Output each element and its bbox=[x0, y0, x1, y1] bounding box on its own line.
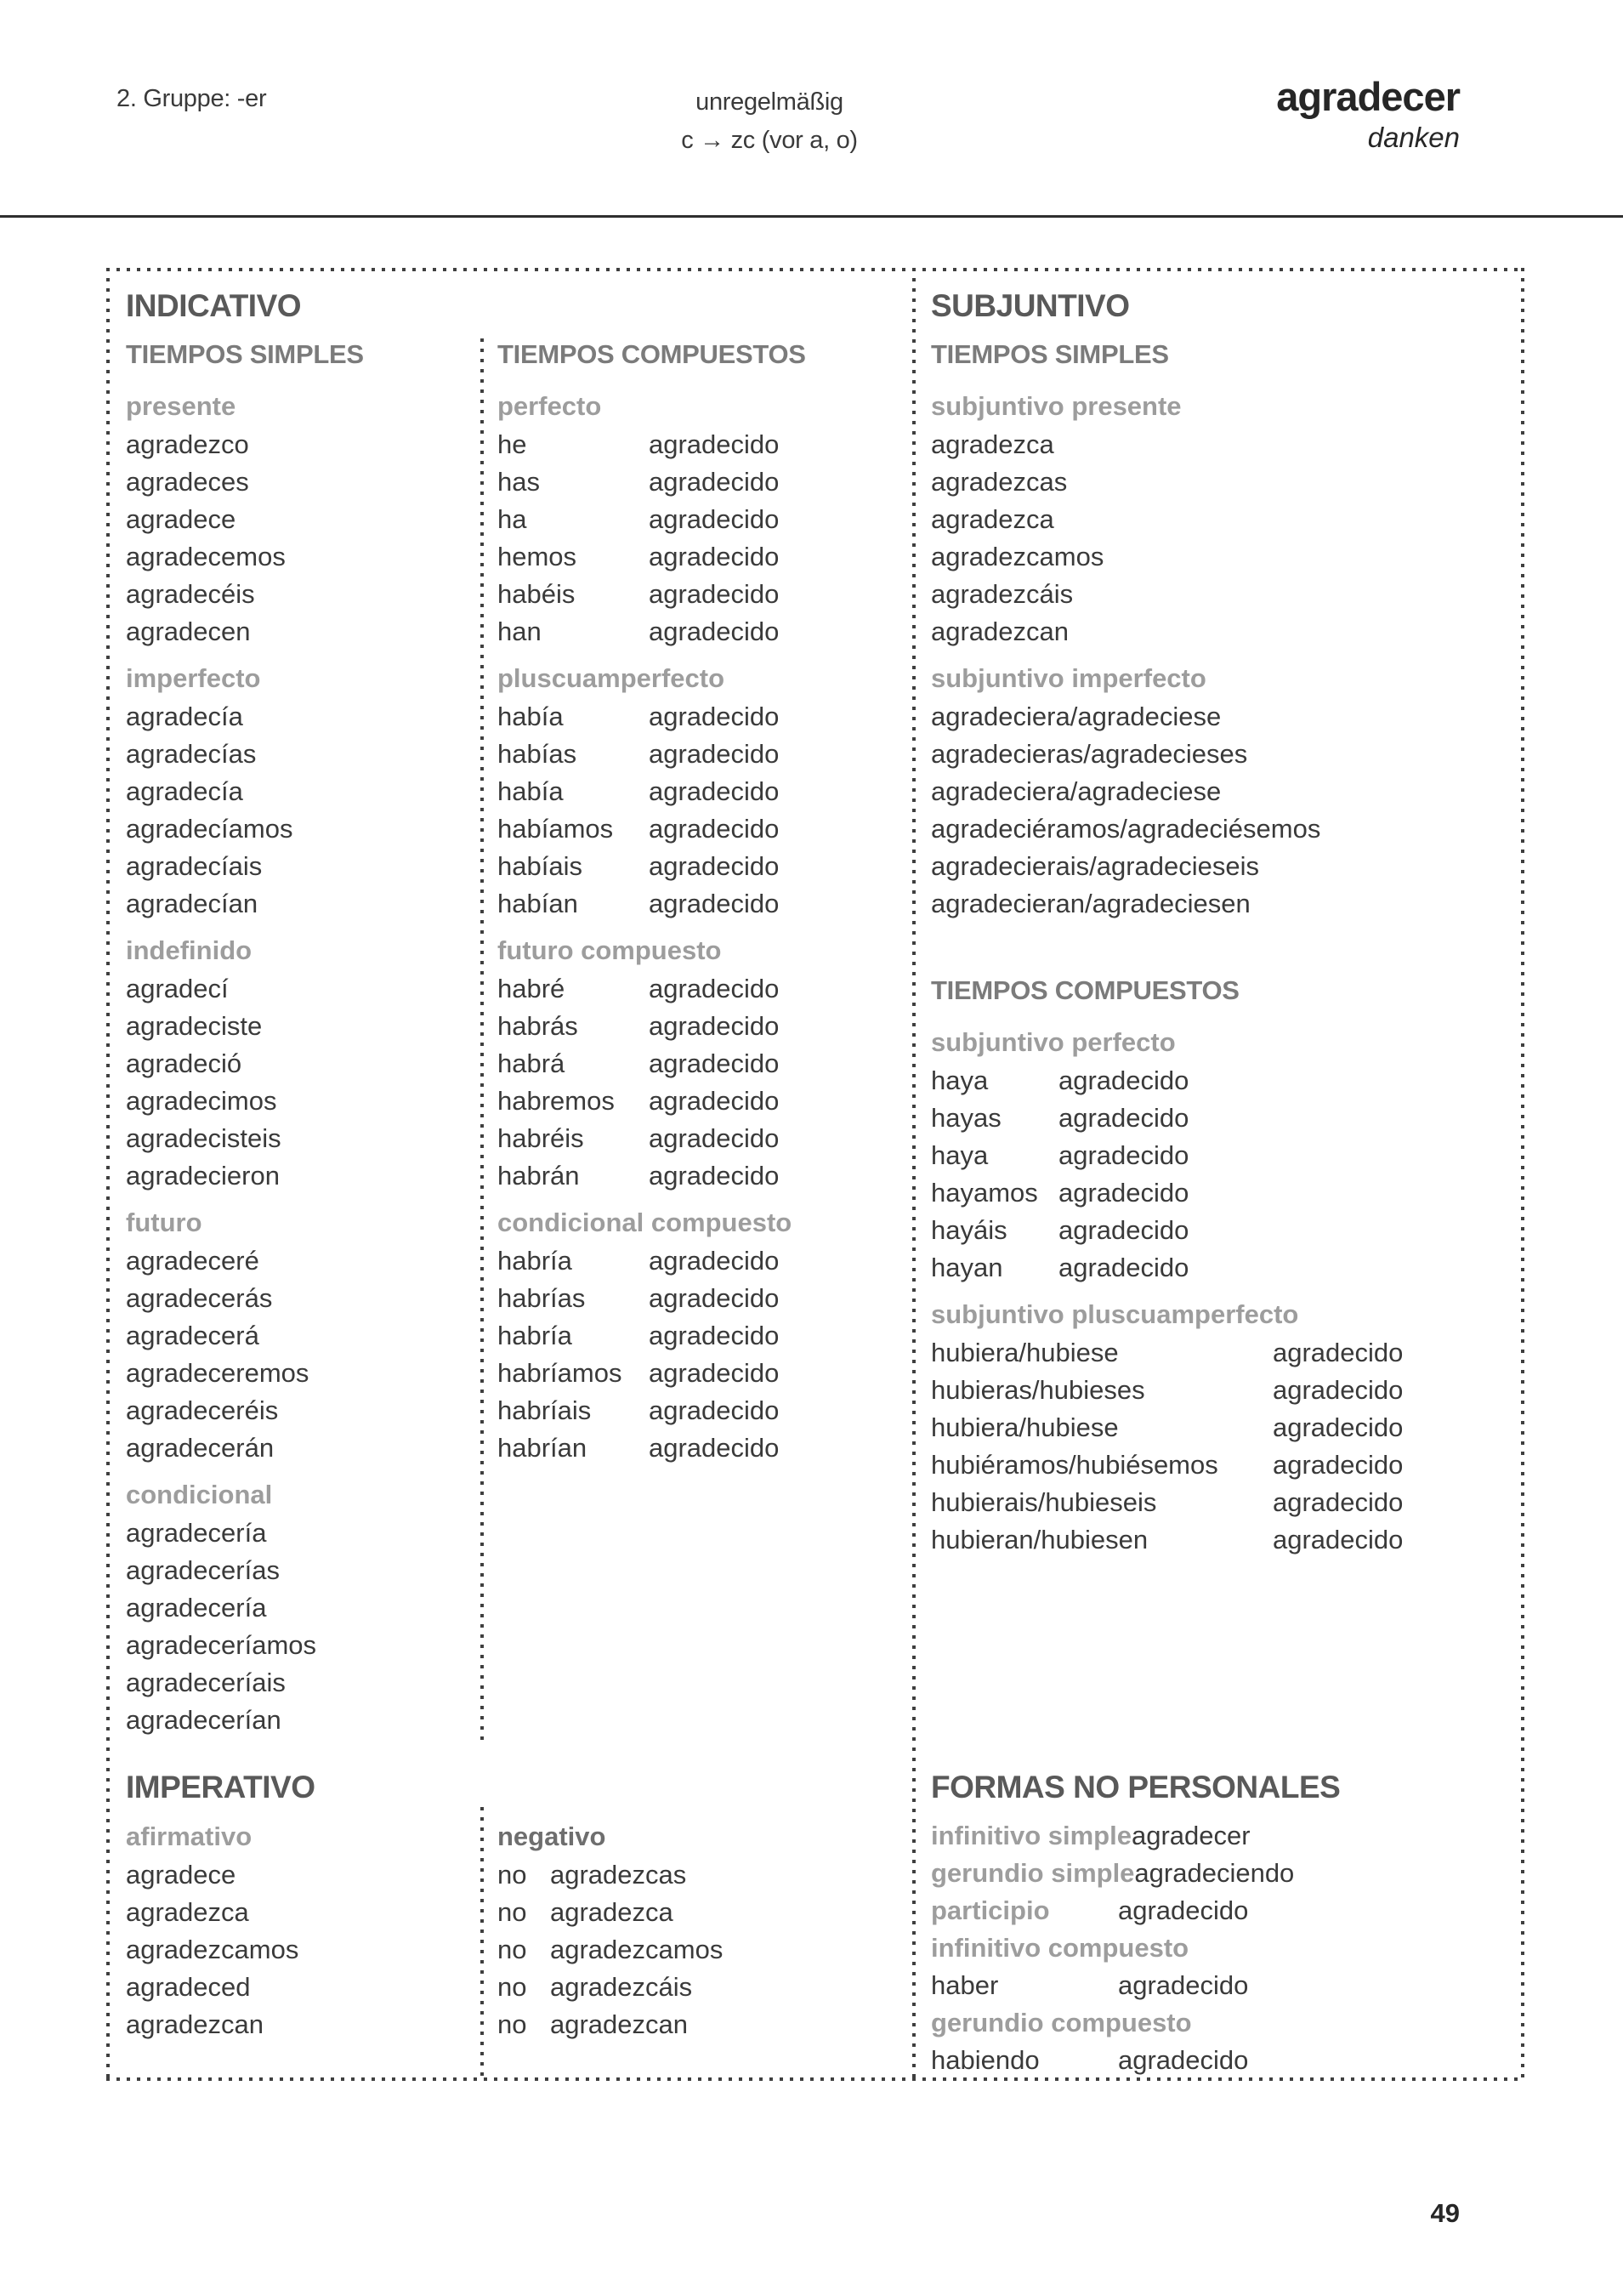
verb-form bbox=[497, 1355, 907, 1392]
participle-form: agradecido bbox=[1058, 1215, 1189, 1245]
auxiliary-form: has bbox=[497, 467, 540, 497]
participle-form: agradecido bbox=[649, 1086, 780, 1116]
participle-form: agradecido bbox=[649, 1395, 780, 1425]
verb-form: agradecerían bbox=[126, 1705, 281, 1735]
divider-col1-col2 bbox=[480, 338, 484, 1746]
verb-title: agradecer bbox=[1276, 74, 1460, 119]
verb-form: agradecerás bbox=[126, 1283, 273, 1313]
verb-form: agradeced bbox=[126, 1972, 251, 2002]
auxiliary-form: han bbox=[497, 617, 542, 646]
verb-form-text: agradezcáis bbox=[550, 1972, 693, 2002]
verb-form bbox=[497, 1894, 907, 1931]
verb-form bbox=[497, 1429, 907, 1467]
table-border-right bbox=[1521, 268, 1524, 2081]
tense-label-subjuntivo-pluscuamperfecto: subjuntivo pluscuamperfecto bbox=[931, 1299, 1299, 1329]
subjuntivo-heading: SUBJUNTIVO bbox=[931, 288, 1130, 323]
participle-form: agradecido bbox=[1273, 1338, 1404, 1367]
header-divider bbox=[0, 215, 1623, 218]
verb-form bbox=[497, 848, 907, 885]
auxiliary-form: habrían bbox=[497, 1433, 587, 1463]
verb-form bbox=[931, 1062, 1519, 1100]
indicativo-simple-column bbox=[126, 281, 476, 1739]
tense-label-indefinido: indefinido bbox=[126, 935, 253, 965]
tense-label-futuro-compuesto: futuro compuesto bbox=[497, 935, 722, 965]
verb-form-text: agradecer bbox=[1131, 1821, 1251, 1850]
auxiliary-form: había bbox=[497, 776, 564, 806]
tense-label-imperfecto: imperfecto bbox=[126, 663, 261, 693]
verb-form: agradezca bbox=[126, 1897, 249, 1927]
group-label: 2. Gruppe: -er bbox=[116, 85, 267, 112]
auxiliary-form: ha bbox=[497, 504, 527, 534]
verb-form bbox=[931, 1446, 1519, 1484]
spacer bbox=[497, 1763, 907, 1812]
verb-form: agradecieras/agradecieses bbox=[931, 739, 1248, 769]
verb-form: agradeces bbox=[126, 467, 249, 497]
page-number: 49 bbox=[1430, 2198, 1460, 2228]
auxiliary-form: habrías bbox=[497, 1283, 586, 1313]
verb-form: agradece bbox=[126, 1860, 236, 1890]
participle-form: agradecido bbox=[649, 739, 780, 769]
verb-form-text: agradezcamos bbox=[550, 1935, 724, 1964]
verb-form: agradecía bbox=[126, 702, 243, 731]
verb-form: agradece bbox=[126, 504, 236, 534]
auxiliary-form: hubiera/hubiese bbox=[931, 1412, 1119, 1442]
divider-afirmativo-negativo bbox=[480, 1807, 484, 2081]
negation-particle: no bbox=[497, 2009, 527, 2039]
participle-form: agradecido bbox=[649, 1283, 780, 1313]
table-divider-horizontal bbox=[106, 268, 1524, 271]
participle-form: agradecido bbox=[649, 889, 780, 918]
verb-form: agradecen bbox=[126, 617, 251, 646]
verb-form: agradeceré bbox=[126, 1246, 259, 1276]
irregularity-line1: unregelmäßig bbox=[695, 88, 843, 116]
verb-form: agradecías bbox=[126, 739, 257, 769]
auxiliary-form: hayamos bbox=[931, 1178, 1038, 1208]
negation-particle: no bbox=[497, 1972, 527, 2002]
indicativo-simple-tense-list bbox=[126, 387, 476, 1739]
imperativo-afirmativo-column bbox=[126, 1763, 476, 2043]
verb-title-block bbox=[1276, 75, 1460, 156]
verb-form: agradeciste bbox=[126, 1011, 263, 1041]
form-type-label-infinitivo-simple: infinitivo simple bbox=[931, 1821, 1132, 1850]
verb-form bbox=[931, 1174, 1519, 1212]
negation-particle: no bbox=[497, 1935, 527, 1964]
auxiliary-form: habiendo bbox=[931, 2045, 1040, 2075]
indicativo-block-futuro-compuesto bbox=[497, 931, 907, 1195]
negation-particle: no bbox=[497, 1897, 527, 1927]
verb-form: agradeciéramos/agradeciésemos bbox=[931, 814, 1321, 844]
tense-label-condicional-compuesto: condicional compuesto bbox=[497, 1208, 792, 1237]
imperativo-negativo-list bbox=[497, 1856, 907, 2043]
verb-form: agradecería bbox=[126, 1518, 267, 1548]
indicativo-block-condicional bbox=[126, 1475, 476, 1739]
irregularity-line2: c → zc (vor a, o) bbox=[681, 127, 858, 154]
verb-form: agradecéis bbox=[126, 579, 255, 609]
verb-form: agradecisteis bbox=[126, 1123, 281, 1153]
verb-form bbox=[497, 576, 907, 613]
verb-form: agradecierais/agradecieseis bbox=[931, 851, 1260, 881]
verb-form bbox=[497, 970, 907, 1008]
auxiliary-form: haya bbox=[931, 1066, 989, 1095]
verb-form-text: agradecido bbox=[1118, 1895, 1249, 1925]
participle-form: agradecido bbox=[1273, 1525, 1404, 1554]
verb-form: agradecimos bbox=[126, 1086, 277, 1116]
participle-form: agradecido bbox=[1058, 1140, 1189, 1170]
verb-form bbox=[931, 1409, 1519, 1446]
participle-form: agradecido bbox=[649, 974, 780, 1003]
verb-form bbox=[497, 1045, 907, 1083]
verb-form bbox=[497, 1392, 907, 1429]
verb-form: agradezcamos bbox=[931, 542, 1104, 571]
subjuntivo-column bbox=[931, 281, 1519, 1559]
participle-form: agradecido bbox=[1058, 1066, 1189, 1095]
verb-form bbox=[497, 2006, 907, 2043]
participle-form: agradecido bbox=[1273, 1450, 1404, 1480]
verb-form-text: agradezcan bbox=[550, 2009, 689, 2039]
form-type-label-infinitivo-compuesto: infinitivo compuesto bbox=[931, 1933, 1189, 1963]
participle-form: agradecido bbox=[649, 851, 780, 881]
tense-label-futuro: futuro bbox=[126, 1208, 202, 1237]
participle-form: agradecido bbox=[649, 542, 780, 571]
participle-form: agradecido bbox=[649, 1433, 780, 1463]
verb-form: agradecí bbox=[126, 974, 229, 1003]
verb-form-text: agradeciendo bbox=[1134, 1858, 1295, 1888]
participle-form: agradecido bbox=[649, 776, 780, 806]
verb-form bbox=[931, 1484, 1519, 1521]
auxiliary-form: habríamos bbox=[497, 1358, 622, 1388]
subjuntivo-block-subjuntivo-pluscuamperfecto bbox=[931, 1295, 1519, 1559]
non-personal-form-row bbox=[931, 1929, 1519, 1967]
auxiliary-form: habría bbox=[497, 1246, 572, 1276]
auxiliary-form: habían bbox=[497, 889, 578, 918]
verb-form: agradezcas bbox=[931, 467, 1068, 497]
subjuntivo-simple-tense-list bbox=[931, 387, 1519, 923]
spacer bbox=[497, 281, 907, 331]
auxiliary-form: habéis bbox=[497, 579, 576, 609]
form-type-label-gerundio-compuesto: gerundio compuesto bbox=[931, 2008, 1192, 2037]
verb-form bbox=[931, 1372, 1519, 1409]
verb-form-text: agradezcas bbox=[550, 1860, 687, 1890]
verb-form: agradeceremos bbox=[126, 1358, 309, 1388]
verb-form-text: agradezca bbox=[550, 1897, 673, 1927]
auxiliary-form: hubiera/hubiese bbox=[931, 1338, 1119, 1367]
verb-form bbox=[497, 1856, 907, 1894]
auxiliary-form: hayan bbox=[931, 1253, 1003, 1282]
auxiliary-form: había bbox=[497, 702, 564, 731]
verb-form: agradecía bbox=[126, 776, 243, 806]
auxiliary-form: hubiéramos/hubiésemos bbox=[931, 1450, 1218, 1480]
non-personal-form-row bbox=[931, 2004, 1519, 2042]
tense-label-condicional: condicional bbox=[126, 1480, 273, 1509]
verb-form: agradezcan bbox=[931, 617, 1070, 646]
verb-form bbox=[497, 463, 907, 501]
formas-no-personales-list bbox=[931, 1817, 1519, 2079]
verb-form: agradezcamos bbox=[126, 1935, 299, 1964]
tense-label-subjuntivo-imperfecto: subjuntivo imperfecto bbox=[931, 663, 1206, 693]
tense-label-subjuntivo-presente: subjuntivo presente bbox=[931, 391, 1182, 421]
indicativo-block-futuro bbox=[126, 1203, 476, 1467]
auxiliary-form: haber bbox=[931, 1970, 999, 2000]
verb-form bbox=[497, 1120, 907, 1157]
non-personal-form-row bbox=[931, 2042, 1519, 2079]
verb-form bbox=[497, 1317, 907, 1355]
indicativo-block-pluscuamperfecto bbox=[497, 659, 907, 923]
verb-form bbox=[497, 810, 907, 848]
auxiliary-form: habremos bbox=[497, 1086, 615, 1116]
indicativo-tiempos-compuestos-heading: TIEMPOS COMPUESTOS bbox=[497, 339, 806, 369]
participle-form: agradecido bbox=[649, 467, 780, 497]
imperativo-negativo-label: negativo bbox=[497, 1821, 606, 1851]
verb-form: agradecemos bbox=[126, 542, 286, 571]
verb-form bbox=[497, 1931, 907, 1969]
auxiliary-form: habrás bbox=[497, 1011, 578, 1041]
verb-form bbox=[497, 698, 907, 736]
subjuntivo-tiempos-compuestos-heading: TIEMPOS COMPUESTOS bbox=[931, 975, 1240, 1005]
participle-form: agradecido bbox=[649, 504, 780, 534]
verb-form bbox=[497, 1969, 907, 2006]
verb-form bbox=[931, 1100, 1519, 1137]
auxiliary-form: hubierais/hubieseis bbox=[931, 1487, 1157, 1517]
participle-form: agradecido bbox=[1058, 1178, 1189, 1208]
verb-form: agradecerán bbox=[126, 1433, 275, 1463]
participle-form: agradecido bbox=[649, 1246, 780, 1276]
participle-form: agradecido bbox=[1273, 1412, 1404, 1442]
auxiliary-form: habríais bbox=[497, 1395, 592, 1425]
auxiliary-form: habrá bbox=[497, 1049, 565, 1078]
verb-form bbox=[931, 1137, 1519, 1174]
non-personal-form-row bbox=[931, 1855, 1519, 1892]
verb-form: agradecerá bbox=[126, 1321, 259, 1350]
participle-form: agradecido bbox=[649, 429, 780, 459]
verb-form bbox=[497, 501, 907, 538]
auxiliary-form: hubieran/hubiesen bbox=[931, 1525, 1149, 1554]
participle-form: agradecido bbox=[649, 1161, 780, 1191]
indicativo-block-presente bbox=[126, 387, 476, 651]
participle-form: agradecido bbox=[649, 1358, 780, 1388]
auxiliary-form: hayáis bbox=[931, 1215, 1007, 1245]
verb-form: agradecíais bbox=[126, 851, 263, 881]
participle-form: agradecido bbox=[1273, 1487, 1404, 1517]
verb-form: agradezco bbox=[126, 429, 249, 459]
tense-label-perfecto: perfecto bbox=[497, 391, 602, 421]
auxiliary-form: habías bbox=[497, 739, 577, 769]
subjuntivo-compound-tense-list bbox=[931, 1023, 1519, 1559]
verb-form bbox=[931, 1521, 1519, 1559]
tense-label-pluscuamperfecto: pluscuamperfecto bbox=[497, 663, 725, 693]
participle-form: agradecido bbox=[649, 617, 780, 646]
verb-form bbox=[497, 885, 907, 923]
verb-form bbox=[931, 1212, 1519, 1249]
verb-form: agradeciera/agradeciese bbox=[931, 702, 1222, 731]
verb-form bbox=[497, 1157, 907, 1195]
verb-translation: danken bbox=[1367, 122, 1460, 153]
indicativo-block-condicional-compuesto bbox=[497, 1203, 907, 1467]
auxiliary-form: haya bbox=[931, 1140, 989, 1170]
verb-form: agradecería bbox=[126, 1593, 267, 1623]
imperativo-heading: IMPERATIVO bbox=[126, 1770, 315, 1804]
auxiliary-form: he bbox=[497, 429, 527, 459]
indicativo-compound-tense-list bbox=[497, 387, 907, 1467]
verb-form bbox=[497, 538, 907, 576]
indicativo-tiempos-simples-heading: TIEMPOS SIMPLES bbox=[126, 339, 364, 369]
verb-form bbox=[497, 1242, 907, 1280]
irregularity-note bbox=[557, 83, 982, 160]
verb-form: agradeceríais bbox=[126, 1668, 286, 1697]
auxiliary-form: habré bbox=[497, 974, 565, 1003]
participle-form: agradecido bbox=[649, 814, 780, 844]
auxiliary-form: habíais bbox=[497, 851, 582, 881]
verb-form: agradeceríamos bbox=[126, 1630, 317, 1660]
auxiliary-form: habréis bbox=[497, 1123, 584, 1153]
form-type-label-participio: participio bbox=[931, 1895, 1050, 1925]
verb-form bbox=[931, 1249, 1519, 1287]
verb-form bbox=[931, 1334, 1519, 1372]
indicativo-block-perfecto bbox=[497, 387, 907, 651]
participle-form: agradecido bbox=[1058, 1103, 1189, 1133]
conjugation-table bbox=[106, 268, 1524, 2082]
verb-form: agradezcáis bbox=[931, 579, 1074, 609]
formas-no-personales-heading: FORMAS NO PERSONALES bbox=[931, 1770, 1341, 1804]
participle-form: agradecido bbox=[1273, 1375, 1404, 1405]
form-type-label-gerundio-simple: gerundio simple bbox=[931, 1858, 1135, 1888]
verb-form bbox=[497, 613, 907, 651]
subjuntivo-tiempos-simples-heading: TIEMPOS SIMPLES bbox=[931, 339, 1169, 369]
participle-form: agradecido bbox=[1058, 1253, 1189, 1282]
tense-label-subjuntivo-perfecto: subjuntivo perfecto bbox=[931, 1027, 1176, 1057]
verb-form: agradeció bbox=[126, 1049, 242, 1078]
table-border-left bbox=[106, 268, 110, 2081]
auxiliary-form: habíamos bbox=[497, 814, 614, 844]
verb-form bbox=[497, 736, 907, 773]
verb-form bbox=[497, 773, 907, 810]
participle-form: agradecido bbox=[649, 1321, 780, 1350]
tense-label-presente: presente bbox=[126, 391, 236, 421]
verb-form: agradecieron bbox=[126, 1161, 280, 1191]
indicativo-block-indefinido bbox=[126, 931, 476, 1195]
non-personal-form-row bbox=[931, 1892, 1519, 1929]
auxiliary-form: hubieras/hubieses bbox=[931, 1375, 1145, 1405]
participle-form: agradecido bbox=[649, 702, 780, 731]
verb-form: agradecerías bbox=[126, 1555, 280, 1585]
participle-form: agradecido bbox=[1118, 1970, 1249, 2000]
imperativo-negativo-column bbox=[497, 1763, 907, 2043]
participle-form: agradecido bbox=[649, 1049, 780, 1078]
subjuntivo-block-subjuntivo-perfecto bbox=[931, 1023, 1519, 1287]
verb-form bbox=[497, 426, 907, 463]
auxiliary-form: habrán bbox=[497, 1161, 580, 1191]
verb-form bbox=[497, 1280, 907, 1317]
imperativo-afirmativo-label: afirmativo bbox=[126, 1821, 253, 1851]
verb-form: agradeceréis bbox=[126, 1395, 279, 1425]
indicativo-compound-column bbox=[497, 281, 907, 1467]
verb-form: agradezca bbox=[931, 504, 1054, 534]
formas-no-personales-column bbox=[931, 1763, 1519, 2079]
verb-form: agradezcan bbox=[126, 2009, 264, 2039]
auxiliary-form: hayas bbox=[931, 1103, 1002, 1133]
negation-particle: no bbox=[497, 1860, 527, 1890]
verb-form bbox=[497, 1083, 907, 1120]
verb-form bbox=[497, 1008, 907, 1045]
participle-form: agradecido bbox=[649, 579, 780, 609]
subjuntivo-block-subjuntivo-presente bbox=[931, 387, 1519, 651]
verb-form: agradeciera/agradeciese bbox=[931, 776, 1222, 806]
participle-form: agradecido bbox=[649, 1123, 780, 1153]
verb-form: agradecieran/agradeciesen bbox=[931, 889, 1251, 918]
verb-form: agradecíamos bbox=[126, 814, 293, 844]
non-personal-form-row bbox=[931, 1817, 1519, 1855]
subjuntivo-block-subjuntivo-imperfecto bbox=[931, 659, 1519, 923]
divider-col2-col3 bbox=[912, 268, 916, 2081]
auxiliary-form: habría bbox=[497, 1321, 572, 1350]
verb-form: agradezca bbox=[931, 429, 1054, 459]
indicativo-block-imperfecto bbox=[126, 659, 476, 923]
indicativo-heading: INDICATIVO bbox=[126, 288, 302, 323]
participle-form: agradecido bbox=[649, 1011, 780, 1041]
participle-form: agradecido bbox=[1118, 2045, 1249, 2075]
imperativo-afirmativo-list bbox=[126, 1856, 476, 2043]
verb-form: agradecían bbox=[126, 889, 258, 918]
auxiliary-form: hemos bbox=[497, 542, 577, 571]
non-personal-form-row bbox=[931, 1967, 1519, 2004]
